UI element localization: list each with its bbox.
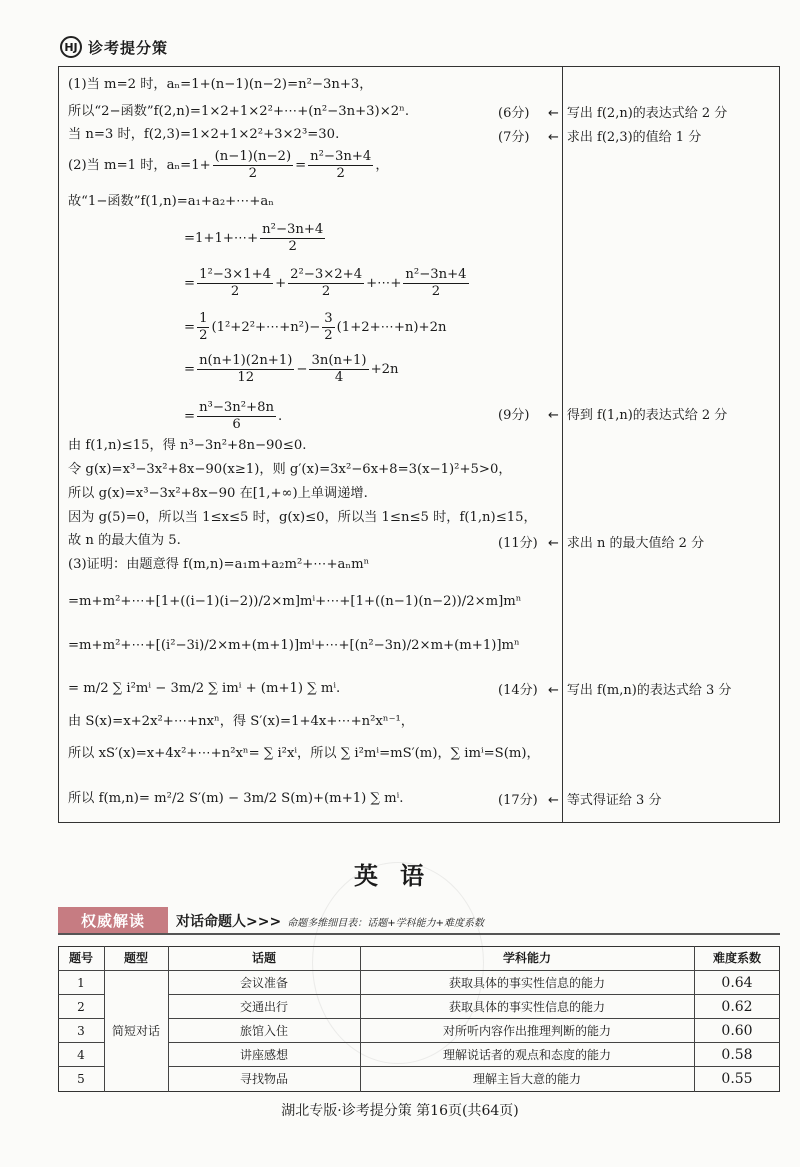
part2-step5: = $\frac{\text{n³−3n²+8n}}{6}$ . [184, 400, 283, 432]
table-header: 题型 [123, 951, 148, 965]
part2-line: 因为 g(5)=0，所以当 1≤x≤5 时，g(x)≤0，所以当 1≤n≤5 时，f(1,n)≤15， [68, 510, 537, 525]
table-cell: 会议准备 [239, 976, 288, 990]
part3-line: 所以 f(m,n)= m²/2 S′(m) − 3m/2 S(m)+(m+1) ∑ mⁱ. [68, 791, 404, 806]
solution-line: (1)当 m=2 时，aₙ=1+(n−1)(n−2)=n²−3n+3， [68, 77, 373, 92]
arrow-left-icon: ← [548, 408, 559, 423]
section-title: 英语 [354, 862, 446, 890]
part2-step2: = $\frac{\text{1²−3×1+4}}{2}$ + $\frac{\text{2²−3×2+4}}{2}$ +⋯+ $\frac{\text{n²−3n+4}}{2}$ [184, 267, 467, 299]
table-cell: 对所听内容作出推理判断的能力 [442, 1024, 611, 1038]
score-note: ← 求出 f(2,3)的值给 1 分 [548, 130, 702, 145]
table-cell: 1 [77, 976, 85, 990]
part3-line: (3)证明：由题意得 f(m,n)=a₁m+a₂m²+⋯+aₙmⁿ [68, 557, 370, 572]
arrow-left-icon: ← [548, 793, 559, 808]
score-points: (11分) [498, 536, 538, 551]
score-points: (7分) [498, 130, 530, 145]
score-note: ← 写出 f(m,n)的表达式给 3 分 [548, 683, 732, 698]
part2-line: 令 g(x)=x³−3x²+8x−90(x≥1)，则 g′(x)=3x²−6x+8=3(x−1)²+5>0， [68, 462, 512, 477]
table-cell: 0.60 [721, 1023, 753, 1039]
part3-line: 所以 xS′(x)=x+4x²+⋯+n²xⁿ= ∑ i²xⁱ，所以 ∑ i²mⁱ=mS′(m)，∑ imⁱ=S(m)， [68, 746, 540, 761]
table-cell: 获取具体的事实性信息的能力 [448, 1000, 605, 1014]
score-note: ← 等式得证给 3 分 [548, 793, 662, 808]
part3-line: = m/2 ∑ i²mⁱ − 3m/2 ∑ imⁱ + (m+1) ∑ mⁱ. [68, 681, 341, 696]
table-cell: 0.64 [721, 975, 753, 991]
score-points: (6分) [498, 106, 530, 121]
part2-step4: = $\frac{n(n+1)(2n+1)}{12}$ − $\frac{3n(n+1)}{4}$ +2n [184, 353, 399, 385]
question-type: 简短对话 [111, 1024, 160, 1038]
table-header: 话题 [251, 951, 276, 965]
header-title: 诊考提分策 [88, 38, 169, 57]
analysis-table [58, 946, 780, 1092]
solution-line: 所以“2−函数”f(2,n)=1×2+1×2²+⋯+(n²−3n+3)×2ⁿ. [68, 104, 410, 119]
part3-line: =m+m²+⋯+[1+((i−1)(i−2))/2×m]mⁱ+⋯+[1+((n−1)(n−2))/2×m]mⁿ [68, 594, 522, 609]
part2-step1: =1+1+⋯+ $\frac{\text{n²−3n+4}}{2}$ [184, 222, 324, 254]
banner-rule [58, 933, 780, 935]
solution-divider [562, 66, 563, 823]
logo [60, 35, 168, 59]
table-cell: 4 [77, 1048, 85, 1062]
score-note: ← 求出 n 的最大值给 2 分 [548, 536, 705, 551]
part3-line: =m+m²+⋯+[(i²−3i)/2×m+(m+1)]mⁱ+⋯+[(n²−3n)/2×m+(m+1)]mⁿ [68, 638, 520, 653]
table-cell: 理解说话者的观点和态度的能力 [442, 1048, 611, 1062]
arrow-left-icon: ← [548, 130, 559, 145]
arrow-left-icon: ← [548, 536, 559, 551]
table-header: 题号 [68, 951, 93, 965]
solution-line: 当 n=3 时，f(2,3)=1×2+1×2²+3×2³=30. [68, 127, 340, 142]
score-note: ← 写出 f(2,n)的表达式给 2 分 [548, 106, 728, 121]
table-cell: 3 [77, 1024, 85, 1038]
table-cell: 获取具体的事实性信息的能力 [448, 976, 605, 990]
table-header: 难度系数 [712, 951, 761, 965]
score-points: (14分) [498, 683, 538, 698]
banner [58, 907, 780, 933]
part2-step3: = $\frac{1}{2}$ (1²+2²+⋯+n²)− $\frac{3}{2}$ (1+2+⋯+n)+2n [184, 311, 447, 343]
table-cell: 0.55 [721, 1071, 753, 1087]
page-footer: 湖北专版·诊考提分策 第16页(共64页) [281, 1103, 519, 1119]
logo-icon: HJ [60, 36, 82, 58]
score-note: ← 得到 f(1,n)的表达式给 2 分 [548, 408, 728, 423]
arrow-left-icon: ← [548, 106, 559, 121]
table-cell: 5 [77, 1072, 85, 1086]
part2-intro: 故“1−函数”f(1,n)=a₁+a₂+⋯+aₙ [68, 194, 274, 209]
table-cell: 讲座感想 [239, 1048, 288, 1062]
table-cell: 0.58 [721, 1047, 753, 1063]
arrow-left-icon: ← [548, 683, 559, 698]
part2-line: 所以 g(x)=x³−3x²+8x−90 在[1,+∞)上单调递增. [68, 486, 368, 501]
score-points: (9分) [498, 408, 530, 423]
table-cell: 2 [77, 1000, 85, 1014]
part3-line: 由 S(x)=x+2x²+⋯+nxⁿ，得 S′(x)=1+4x+⋯+n²xⁿ⁻¹， [68, 714, 414, 729]
table-cell: 理解主旨大意的能力 [472, 1072, 581, 1086]
table-cell: 交通出行 [239, 1000, 288, 1014]
part2-line: 由 f(1,n)≤15，得 n³−3n²+8n−90≤0. [68, 438, 307, 453]
banner-tab: 权威解读 [58, 907, 168, 933]
table-header: 学科能力 [502, 951, 551, 965]
banner-text: 对话命题人>>> 命题多维细目表：话题+学科能力+难度系数 [176, 914, 484, 930]
part2-head: (2)当 m=1 时，aₙ=1+ $\frac{(n-1)(n-2)}{2}$ = $\frac{\text{n²−3n+4}}{2}$ ， [68, 149, 389, 181]
part2-line: 故 n 的最大值为 5. [68, 533, 181, 548]
table-cell: 寻找物品 [239, 1072, 288, 1086]
table-cell: 0.62 [721, 999, 753, 1015]
table-cell: 旅馆入住 [239, 1024, 288, 1038]
score-points: (17分) [498, 793, 538, 808]
